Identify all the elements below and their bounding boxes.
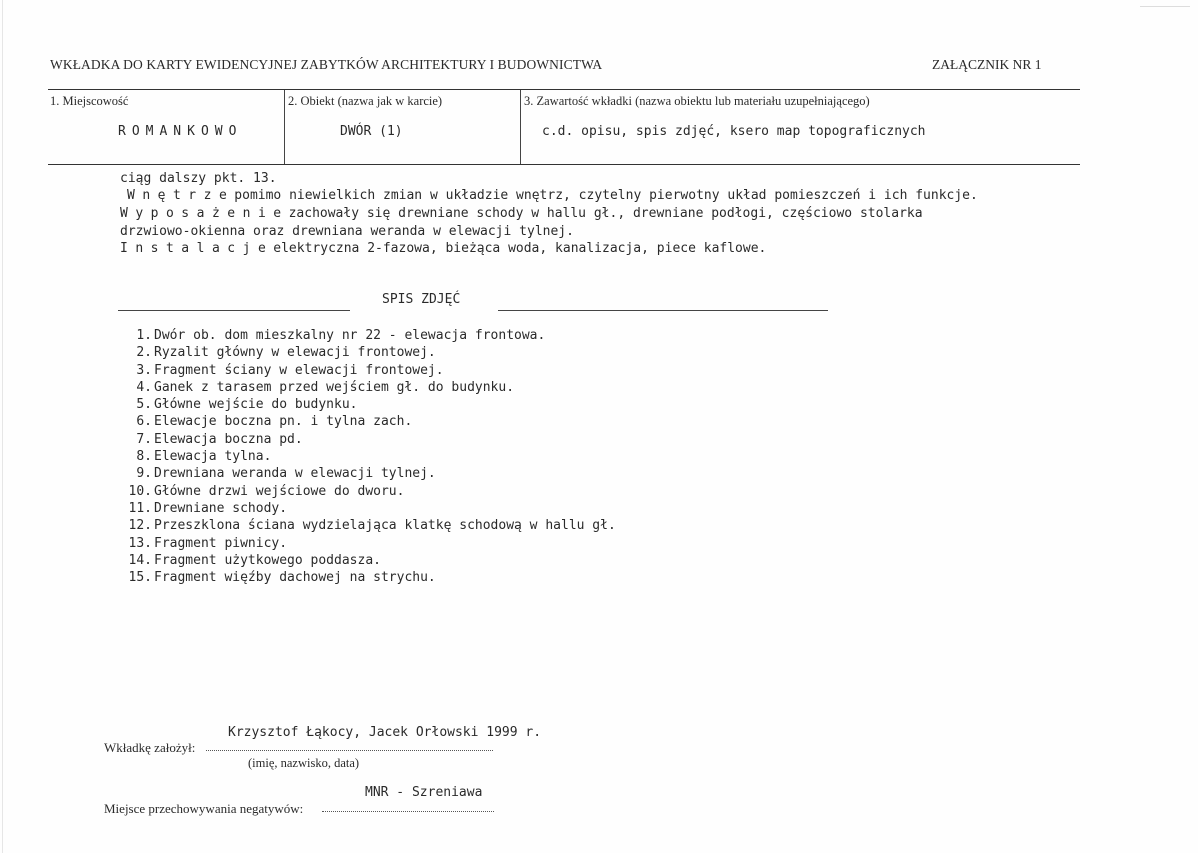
photo-number: 7. (136, 431, 152, 447)
founder-hint: (imię, nazwisko, data) (248, 756, 360, 770)
photo-number: 14. (128, 552, 152, 568)
photo-caption: Fragment ściany w elewacji frontowej. (154, 362, 444, 378)
storage-dotted-line (322, 801, 494, 812)
photo-list-item (116, 344, 616, 361)
equipment-paragraph (120, 206, 923, 221)
photo-caption: Przeszklona ściana wydzielająca klatkę schodową w hallu gł. (154, 518, 616, 534)
column-divider (520, 90, 521, 164)
photo-number: 3. (136, 362, 152, 378)
photo-number: 11. (128, 500, 152, 516)
photo-caption: Elewacje boczna pn. i tylna zach. (154, 414, 413, 430)
installations-paragraph (120, 241, 766, 256)
photo-number: 15. (128, 570, 152, 586)
photo-list-item (116, 500, 616, 517)
photo-number: 9. (136, 466, 152, 482)
interior-heading: Wnętrze (127, 188, 235, 203)
photo-number: 1. (136, 328, 152, 343)
heading-rule-right (498, 310, 828, 311)
photo-caption: Fragment więźby dachowej na strychu. (154, 570, 436, 586)
photo-list-item (116, 552, 616, 569)
photo-list-item (116, 483, 616, 500)
storage-label: Miejsce przechowywania negatywów: (104, 801, 304, 816)
installations-text: elektryczna 2-fazowa, bieżąca woda, kanalizacja, piece kaflowe. (273, 241, 767, 256)
photo-number: 10. (128, 483, 152, 499)
photo-number: 2. (136, 345, 152, 361)
equipment-heading: Wyposażenie (120, 206, 289, 221)
heading-rule-left (118, 310, 350, 311)
photo-caption: Ryzalit główny w elewacji frontowej. (154, 345, 436, 361)
photo-list-item (116, 362, 616, 379)
founder-label: Wkładkę założył: (104, 740, 196, 755)
photo-list-item (116, 379, 616, 396)
photo-caption: Elewacja boczna pd. (154, 431, 303, 447)
scan-edge (2, 0, 3, 853)
photo-number: 5. (136, 397, 152, 413)
photo-caption: Główne drzwi wejściowe do dworu. (154, 483, 405, 499)
continuation-intro: ciąg dalszy pkt. 13. (120, 171, 277, 186)
storage-value: MNR - Szreniawa (365, 785, 483, 800)
photo-caption: Drewniana weranda w elewacji tylnej. (154, 466, 436, 482)
contents-label: 3. Zawartość wkładki (nazwa obiektu lub materiału uzupełniającego) (524, 94, 870, 108)
photo-list-item (116, 396, 616, 413)
photo-list-item (116, 535, 616, 552)
photo-list-item (116, 413, 616, 430)
equipment-text-continued: drzwiowo-okienna oraz drewniana weranda w elewacji tylnej. (120, 224, 574, 239)
photo-list-title: SPIS ZDJĘĆ (382, 292, 461, 307)
photo-number: 4. (136, 379, 152, 395)
installations-heading: Instalacje (120, 241, 274, 256)
photo-caption: Fragment piwnicy. (154, 535, 288, 551)
photo-list-item (116, 448, 616, 465)
photo-caption: Fragment użytkowego poddasza. (154, 552, 381, 568)
annex-number: ZAŁĄCZNIK NR 1 (932, 57, 1042, 72)
photo-number: 13. (128, 535, 152, 551)
photo-caption: Elewacja tylna. (154, 449, 272, 465)
photo-number: 8. (136, 449, 152, 465)
photo-list (116, 327, 616, 586)
scan-mark (1140, 6, 1190, 7)
locality-value: ROMANKOWO (118, 124, 243, 139)
photo-list-item (116, 327, 616, 344)
photo-list-item (116, 465, 616, 482)
object-label: 2. Obiekt (nazwa jak w karcie) (288, 94, 443, 108)
equipment-text: zachowały się drewniane schody w hallu gł., drewniane podłogi, częściowo stolarka (288, 206, 923, 221)
interior-text: pomimo niewielkich zmian w układzie wnętrz, czytelny pierwotny układ pomieszczeń i ich funkcje. (234, 188, 978, 203)
photo-caption: Główne wejście do budynku. (154, 397, 358, 413)
founder-value: Krzysztof Łąkocy, Jacek Orłowski 1999 r. (228, 725, 542, 740)
photo-list-item (116, 517, 616, 534)
photo-number: 12. (128, 518, 152, 534)
column-divider (284, 90, 285, 164)
interior-paragraph (127, 188, 978, 203)
founder-dotted-line (206, 740, 493, 751)
photo-caption: Drewniane schody. (154, 500, 288, 516)
locality-label: 1. Miejscowość (50, 94, 129, 108)
contents-value: c.d. opisu, spis zdjęć, ksero map topograficznych (542, 124, 926, 139)
object-value: DWÓR (1) (340, 124, 403, 139)
header-table (48, 89, 1080, 165)
photo-list-item (116, 431, 616, 448)
photo-number: 6. (136, 414, 152, 430)
photo-caption: Ganek z tarasem przed wejściem gł. do budynku. (154, 379, 515, 395)
document-title: WKŁADKA DO KARTY EWIDENCYJNEJ ZABYTKÓW ARCHITEKTURY I BUDOWNICTWA (50, 57, 603, 72)
photo-caption: Dwór ob. dom mieszkalny nr 22 - elewacja frontowa. (154, 328, 546, 343)
photo-list-item (116, 569, 616, 586)
